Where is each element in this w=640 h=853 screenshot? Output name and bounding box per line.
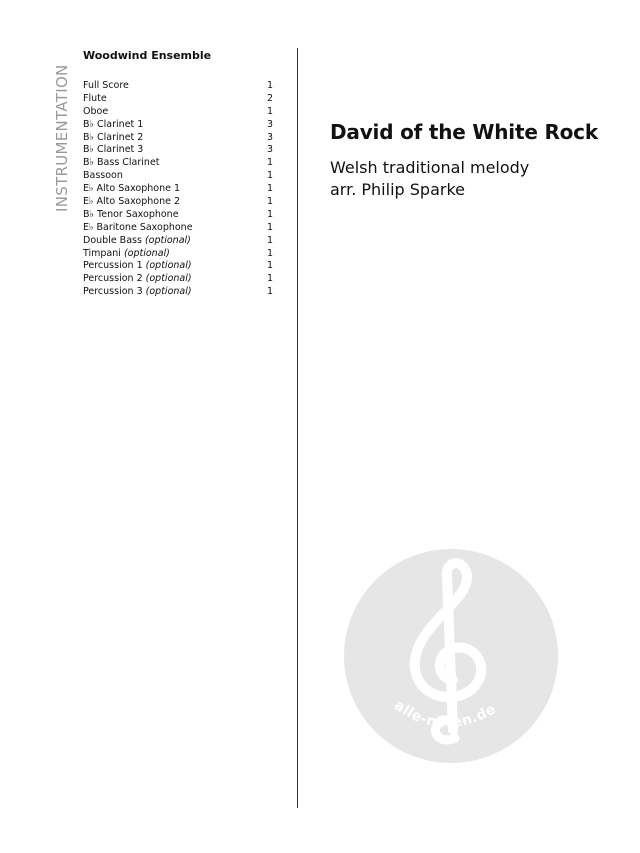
instrument-key: B♭ — [83, 118, 94, 130]
instrument-row — [83, 286, 273, 299]
instrument-label: Double Bass — [83, 234, 142, 246]
piece-subtitle: Welsh traditional melody — [330, 158, 530, 177]
instrument-row — [83, 235, 273, 248]
instrument-name — [83, 235, 191, 248]
instrument-row — [83, 80, 273, 93]
instrument-key: B♭ — [83, 144, 94, 156]
instrument-quantity: 1 — [266, 183, 273, 195]
instrument-label: Timpani — [83, 247, 121, 259]
instrument-row — [83, 170, 273, 183]
instrument-key: B♭ — [83, 157, 94, 169]
instrument-name — [83, 157, 160, 170]
instrument-quantity: 1 — [266, 273, 273, 285]
instrument-row — [83, 183, 273, 196]
instrument-label: Clarinet 1 — [97, 118, 144, 130]
instrument-row — [83, 106, 273, 119]
instrument-name — [83, 209, 179, 222]
instrument-name — [83, 183, 180, 196]
instrument-quantity: 1 — [266, 208, 273, 220]
instrument-row — [83, 196, 273, 209]
instrument-key: E♭ — [83, 183, 94, 195]
instrument-label: Oboe — [83, 105, 109, 117]
instrument-row — [83, 93, 273, 106]
instrument-name — [83, 119, 143, 132]
instrument-quantity: 1 — [266, 260, 273, 272]
instrument-label: Full Score — [83, 80, 129, 91]
instrument-name — [83, 80, 129, 93]
instrument-name — [83, 196, 180, 209]
instrument-label: Bass Clarinet — [97, 157, 160, 169]
instrument-name — [83, 132, 143, 145]
piece-arranger: arr. Philip Sparke — [330, 180, 465, 199]
instrument-label: Flute — [83, 92, 107, 104]
instrumentation-panel — [83, 49, 273, 299]
instrument-label: Clarinet 2 — [97, 131, 144, 143]
instrument-quantity: 3 — [266, 144, 273, 156]
instrument-quantity: 1 — [266, 247, 273, 259]
instrument-row — [83, 273, 273, 286]
instrument-optional-note: (optional) — [145, 273, 192, 285]
instrument-key: E♭ — [83, 221, 94, 233]
instrument-quantity: 1 — [266, 221, 273, 233]
instrument-row — [83, 260, 273, 273]
instrument-name — [83, 170, 123, 183]
instrument-quantity: 1 — [266, 105, 273, 117]
watermark-logo — [343, 548, 559, 764]
instrument-quantity: 1 — [266, 234, 273, 246]
instrument-quantity: 1 — [266, 286, 273, 298]
instrument-label: Alto Saxophone 1 — [96, 183, 180, 195]
instrument-quantity: 1 — [266, 170, 273, 182]
instrument-label: Alto Saxophone 2 — [96, 196, 180, 208]
instrument-row — [83, 132, 273, 145]
instrument-label: Tenor Saxophone — [97, 208, 179, 220]
instrument-optional-note: (optional) — [123, 247, 170, 259]
instrument-name — [83, 260, 192, 273]
instrument-name — [83, 222, 193, 235]
instrument-label: Bassoon — [83, 170, 123, 182]
instrument-row — [83, 222, 273, 235]
instrument-label: Clarinet 3 — [97, 144, 144, 156]
piece-info — [330, 120, 598, 201]
ensemble-title: Woodwind Ensemble — [83, 49, 212, 62]
instrument-key: B♭ — [83, 208, 94, 220]
instrument-quantity: 2 — [266, 92, 273, 104]
instrument-name — [83, 144, 143, 157]
instrument-name — [83, 273, 192, 286]
instrument-key: E♭ — [83, 196, 94, 208]
instrument-name — [83, 106, 108, 119]
instrument-label: Percussion 3 — [83, 286, 143, 298]
instrument-name — [83, 93, 107, 106]
instrument-quantity: 3 — [266, 118, 273, 130]
instrument-label: Percussion 2 — [83, 273, 143, 285]
instrument-row — [83, 157, 273, 170]
column-divider — [297, 48, 298, 808]
instrument-list — [83, 80, 273, 299]
piece-title: David of the White Rock — [330, 120, 598, 144]
watermark-text: alle-noten.de — [390, 697, 500, 732]
instrument-name — [83, 248, 170, 261]
instrument-quantity: 3 — [266, 131, 273, 143]
instrument-key: B♭ — [83, 131, 94, 143]
instrument-row — [83, 248, 273, 261]
instrument-optional-note: (optional) — [145, 260, 192, 272]
instrument-name — [83, 286, 192, 299]
instrument-label: Percussion 1 — [83, 260, 143, 272]
instrument-optional-note: (optional) — [144, 234, 191, 246]
instrument-label: Baritone Saxophone — [96, 221, 193, 233]
instrument-optional-note: (optional) — [145, 286, 192, 298]
instrument-quantity: 1 — [266, 80, 273, 91]
instrument-quantity: 1 — [266, 157, 273, 169]
instrument-quantity: 1 — [266, 196, 273, 208]
instrument-row — [83, 144, 273, 157]
instrument-row — [83, 209, 273, 222]
instrumentation-label: INSTRUMENTATION — [53, 64, 71, 212]
instrument-row — [83, 119, 273, 132]
